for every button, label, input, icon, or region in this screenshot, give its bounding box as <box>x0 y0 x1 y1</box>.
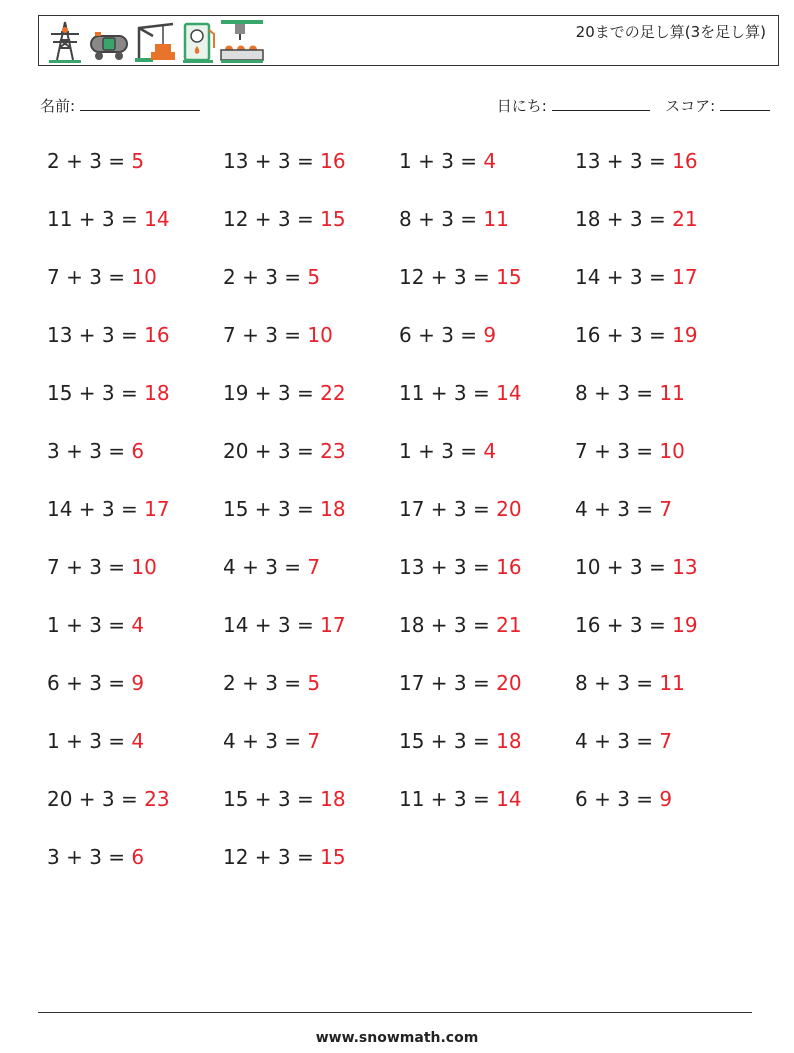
name-label: 名前: <box>40 97 76 115</box>
problem-question: 11 + 3 = <box>399 381 497 405</box>
problem-answer: 9 <box>131 671 145 695</box>
problem-cell <box>223 550 399 608</box>
problem-answer: 15 <box>496 265 522 289</box>
problem-answer: 21 <box>496 613 522 637</box>
problem-cell <box>399 260 575 318</box>
worksheet-title: 20までの足し算(3を足し算) <box>575 23 766 41</box>
problem-cell <box>47 376 223 434</box>
problem-question: 6 + 3 = <box>399 323 484 347</box>
problem-cell <box>47 202 223 260</box>
crane-icon <box>133 18 179 64</box>
problem-answer: 18 <box>496 729 522 753</box>
problem-answer: 4 <box>131 613 145 637</box>
problem-cell <box>399 666 575 724</box>
problem-cell <box>575 144 751 202</box>
name-blank[interactable] <box>80 94 200 111</box>
problem-answer: 16 <box>144 323 170 347</box>
problem-cell <box>399 202 575 260</box>
problem-question: 20 + 3 = <box>223 439 321 463</box>
problem-answer: 9 <box>483 323 497 347</box>
problem-answer: 14 <box>144 207 170 231</box>
problem-answer: 15 <box>320 207 346 231</box>
problem-question: 8 + 3 = <box>575 381 660 405</box>
tanker-truck-icon <box>87 18 131 64</box>
problem-question: 15 + 3 = <box>223 497 321 521</box>
problem-grid <box>47 144 751 898</box>
problem-question: 12 + 3 = <box>399 265 497 289</box>
problem-answer: 15 <box>320 845 346 869</box>
problem-cell <box>47 434 223 492</box>
problem-cell <box>223 144 399 202</box>
problem-question: 1 + 3 = <box>47 729 132 753</box>
problem-answer: 14 <box>496 787 522 811</box>
problem-question: 4 + 3 = <box>223 555 308 579</box>
problem-question: 8 + 3 = <box>399 207 484 231</box>
problem-cell <box>399 782 575 840</box>
problem-answer: 11 <box>483 207 509 231</box>
problem-row <box>47 782 751 840</box>
date-score-fields <box>497 94 770 116</box>
problem-answer: 18 <box>144 381 170 405</box>
problem-cell <box>47 782 223 840</box>
problem-answer: 22 <box>320 381 346 405</box>
problem-row <box>47 260 751 318</box>
name-field <box>40 94 200 116</box>
problem-answer: 20 <box>496 497 522 521</box>
problem-cell <box>47 608 223 666</box>
date-blank[interactable] <box>552 94 650 111</box>
problem-answer: 17 <box>144 497 170 521</box>
problem-answer: 10 <box>659 439 685 463</box>
problem-question: 16 + 3 = <box>575 323 673 347</box>
problem-cell <box>575 260 751 318</box>
problem-question: 10 + 3 = <box>575 555 673 579</box>
problem-cell <box>575 724 751 782</box>
problem-cell <box>399 376 575 434</box>
problem-answer: 21 <box>672 207 698 231</box>
problem-answer: 16 <box>672 149 698 173</box>
fuel-pump-icon <box>181 18 217 64</box>
problem-cell <box>399 724 575 782</box>
problem-cell <box>223 782 399 840</box>
problem-question: 3 + 3 = <box>47 845 132 869</box>
problem-question: 14 + 3 = <box>575 265 673 289</box>
factory-icon <box>219 18 265 64</box>
problem-question: 12 + 3 = <box>223 845 321 869</box>
problem-question: 7 + 3 = <box>47 265 132 289</box>
problem-question: 18 + 3 = <box>575 207 673 231</box>
problem-cell <box>223 492 399 550</box>
footer-divider <box>38 1012 752 1013</box>
problem-answer: 16 <box>496 555 522 579</box>
problem-question: 13 + 3 = <box>223 149 321 173</box>
problem-cell <box>47 666 223 724</box>
problem-answer: 4 <box>483 149 497 173</box>
problem-answer: 18 <box>320 787 346 811</box>
problem-answer: 6 <box>131 439 145 463</box>
problem-question: 6 + 3 = <box>47 671 132 695</box>
problem-answer: 4 <box>131 729 145 753</box>
problem-row <box>47 666 751 724</box>
problem-answer: 19 <box>672 323 698 347</box>
problem-cell <box>575 376 751 434</box>
worksheet-header <box>38 15 779 66</box>
problem-row <box>47 550 751 608</box>
problem-question: 11 + 3 = <box>47 207 145 231</box>
problem-cell <box>223 724 399 782</box>
problem-question: 1 + 3 = <box>399 149 484 173</box>
problem-answer: 18 <box>320 497 346 521</box>
problem-row <box>47 144 751 202</box>
problem-cell <box>47 492 223 550</box>
header-icons <box>45 18 265 64</box>
problem-cell <box>47 724 223 782</box>
problem-question: 19 + 3 = <box>223 381 321 405</box>
problem-cell <box>575 434 751 492</box>
problem-question: 14 + 3 = <box>223 613 321 637</box>
problem-question: 15 + 3 = <box>47 381 145 405</box>
problem-answer: 17 <box>672 265 698 289</box>
problem-answer: 10 <box>131 555 157 579</box>
problem-answer: 7 <box>659 497 673 521</box>
problem-cell <box>399 608 575 666</box>
score-blank[interactable] <box>720 94 770 111</box>
problem-answer: 7 <box>307 555 321 579</box>
problem-answer: 19 <box>672 613 698 637</box>
problem-cell <box>223 840 399 898</box>
problem-answer: 5 <box>131 149 145 173</box>
problem-question: 14 + 3 = <box>47 497 145 521</box>
problem-answer: 23 <box>320 439 346 463</box>
problem-question: 4 + 3 = <box>575 729 660 753</box>
problem-cell <box>47 144 223 202</box>
problem-cell <box>399 492 575 550</box>
problem-question: 2 + 3 = <box>223 671 308 695</box>
problem-question: 4 + 3 = <box>223 729 308 753</box>
problem-question: 7 + 3 = <box>47 555 132 579</box>
problem-cell <box>223 318 399 376</box>
problem-row <box>47 376 751 434</box>
problem-cell <box>223 376 399 434</box>
problem-cell <box>575 202 751 260</box>
problem-cell <box>47 318 223 376</box>
problem-cell <box>223 202 399 260</box>
problem-cell <box>47 260 223 318</box>
problem-question: 15 + 3 = <box>223 787 321 811</box>
problem-answer: 7 <box>307 729 321 753</box>
problem-answer: 23 <box>144 787 170 811</box>
problem-cell <box>575 492 751 550</box>
problem-cell <box>223 666 399 724</box>
problem-cell <box>399 144 575 202</box>
problem-cell <box>575 608 751 666</box>
problem-question: 13 + 3 = <box>399 555 497 579</box>
problem-cell <box>223 434 399 492</box>
problem-question: 7 + 3 = <box>575 439 660 463</box>
problem-answer: 11 <box>659 381 685 405</box>
problem-question: 16 + 3 = <box>575 613 673 637</box>
problem-cell <box>575 550 751 608</box>
problem-question: 20 + 3 = <box>47 787 145 811</box>
score-label: スコア: <box>665 97 716 115</box>
date-label: 日にち: <box>496 97 547 115</box>
problem-question: 3 + 3 = <box>47 439 132 463</box>
problem-cell <box>399 550 575 608</box>
problem-question: 4 + 3 = <box>575 497 660 521</box>
problem-answer: 14 <box>496 381 522 405</box>
problem-answer: 5 <box>307 265 321 289</box>
problem-row <box>47 608 751 666</box>
problem-cell <box>399 434 575 492</box>
problem-question: 18 + 3 = <box>399 613 497 637</box>
problem-question: 1 + 3 = <box>47 613 132 637</box>
problem-cell <box>575 318 751 376</box>
problem-question: 11 + 3 = <box>399 787 497 811</box>
problem-answer: 11 <box>659 671 685 695</box>
problem-answer: 5 <box>307 671 321 695</box>
problem-question: 17 + 3 = <box>399 497 497 521</box>
problem-row <box>47 492 751 550</box>
problem-answer: 20 <box>496 671 522 695</box>
problem-question: 13 + 3 = <box>575 149 673 173</box>
problem-question: 15 + 3 = <box>399 729 497 753</box>
problem-answer: 10 <box>131 265 157 289</box>
problem-question: 2 + 3 = <box>47 149 132 173</box>
problem-question: 2 + 3 = <box>223 265 308 289</box>
problem-row <box>47 840 751 898</box>
problem-cell <box>223 260 399 318</box>
problem-cell <box>575 782 751 840</box>
problem-question: 7 + 3 = <box>223 323 308 347</box>
problem-question: 13 + 3 = <box>47 323 145 347</box>
problem-cell <box>47 840 223 898</box>
problem-question: 1 + 3 = <box>399 439 484 463</box>
problem-answer: 13 <box>672 555 698 579</box>
problem-question: 12 + 3 = <box>223 207 321 231</box>
problem-answer: 9 <box>659 787 673 811</box>
problem-question: 8 + 3 = <box>575 671 660 695</box>
problem-answer: 7 <box>659 729 673 753</box>
problem-question: 17 + 3 = <box>399 671 497 695</box>
problem-row <box>47 434 751 492</box>
footer-url: www.snowmath.com <box>315 1030 479 1046</box>
problem-cell <box>47 550 223 608</box>
problem-row <box>47 202 751 260</box>
problem-answer: 4 <box>483 439 497 463</box>
problem-answer: 6 <box>131 845 145 869</box>
problem-row <box>47 724 751 782</box>
problem-cell <box>223 608 399 666</box>
problem-answer: 10 <box>307 323 333 347</box>
problem-answer: 16 <box>320 149 346 173</box>
problem-answer: 17 <box>320 613 346 637</box>
power-tower-icon <box>45 18 85 64</box>
problem-row <box>47 318 751 376</box>
problem-question: 6 + 3 = <box>575 787 660 811</box>
problem-cell <box>575 666 751 724</box>
problem-cell <box>399 318 575 376</box>
